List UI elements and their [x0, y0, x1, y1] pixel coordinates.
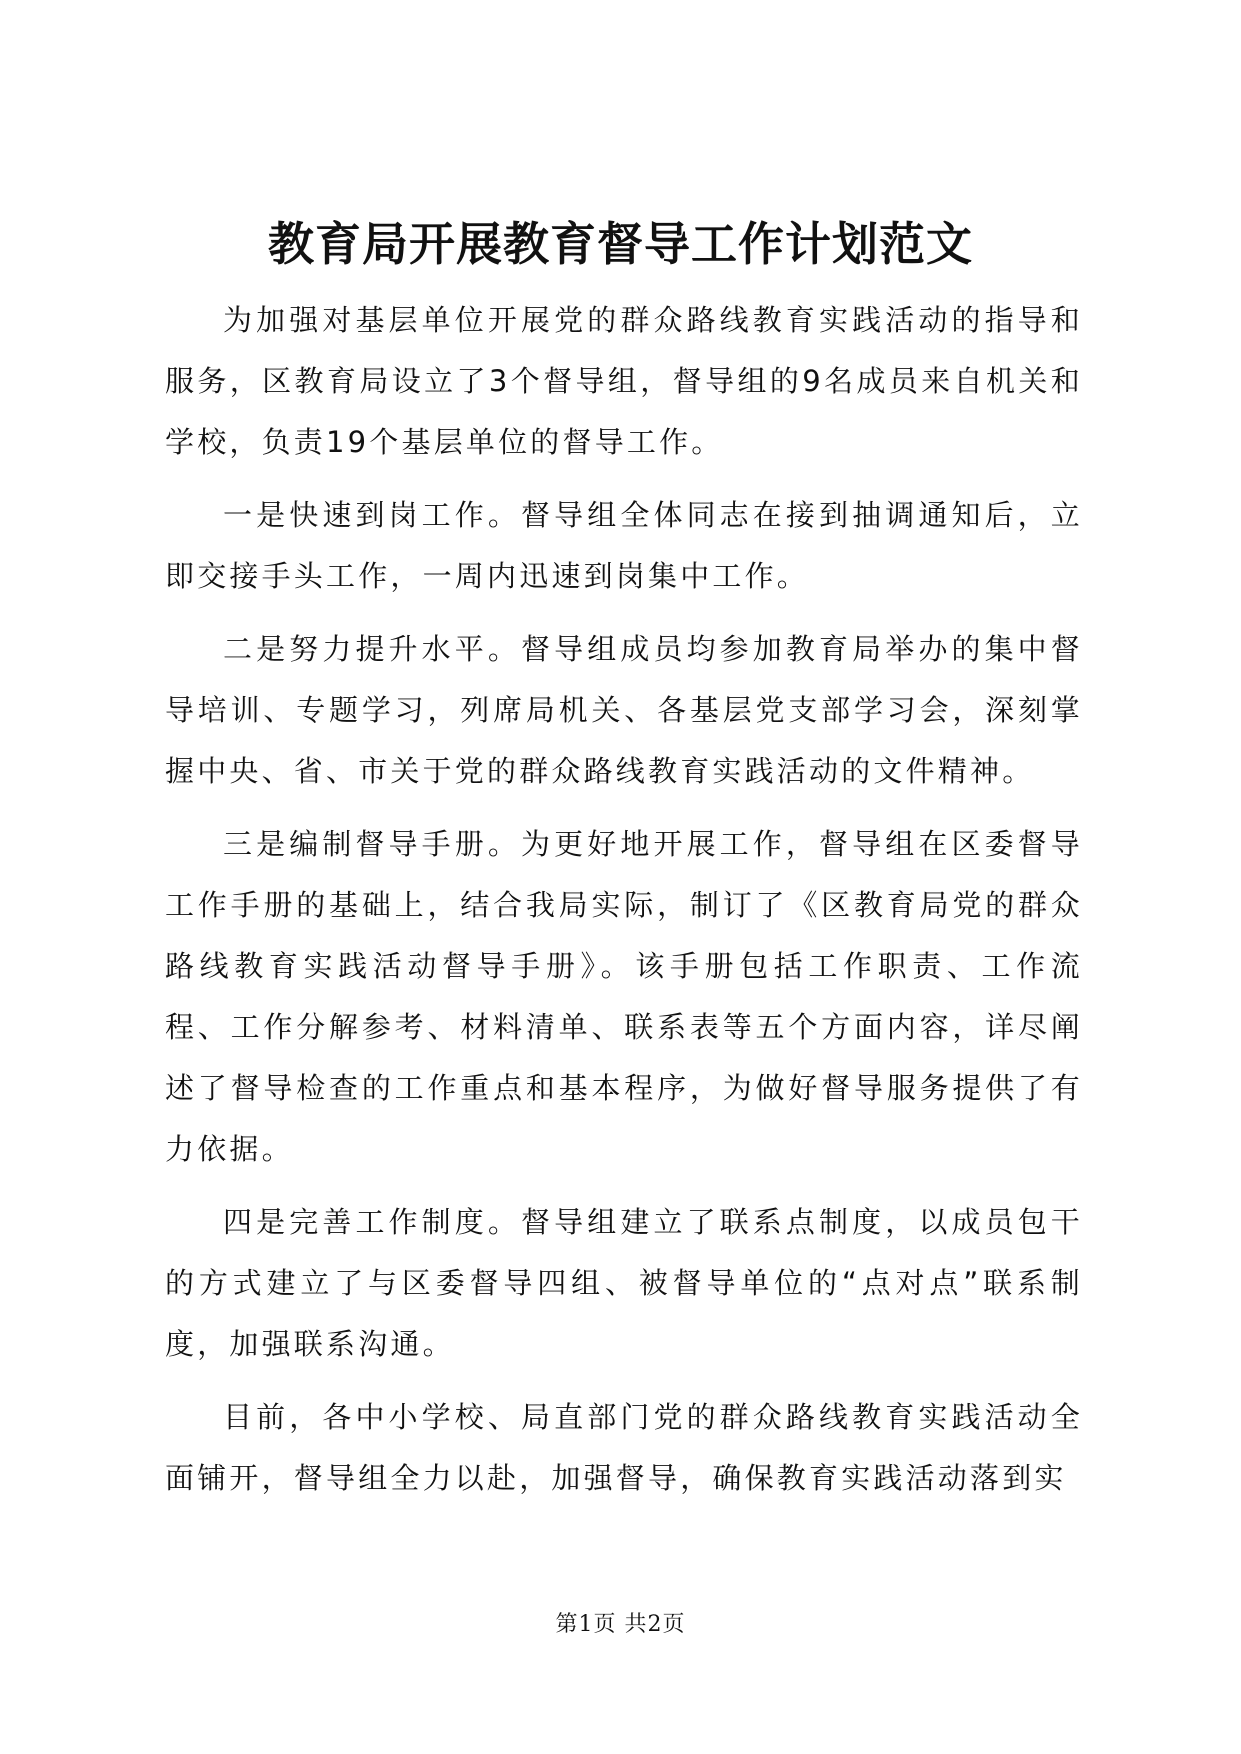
paragraph-item-2: 二是努力提升水平。督导组成员均参加教育局举办的集中督导培训、专题学习，列席局机关、各基层党支部学习会，深刻掌握中央、省、市关于党的群众路线教育实践活动的文件精神。	[165, 632, 1083, 788]
document-title: 教育局开展教育督导工作计划范文	[268, 217, 973, 271]
paragraph-item-4: 四是完善工作制度。督导组建立了联系点制度，以成员包干的方式建立了与区委督导四组、被督导单位的“点对点”联系制度，加强联系沟通。	[165, 1205, 1083, 1361]
page-number-footer: 第1页 共2页	[555, 1612, 686, 1637]
paragraph-item-1: 一是快速到岗工作。督导组全体同志在接到抽调通知后，立即交接手头工作，一周内迅速到岗集中工作。	[165, 498, 1083, 593]
paragraph-item-3: 三是编制督导手册。为更好地开展工作，督导组在区委督导工作手册的基础上，结合我局实际，制订了《区教育局党的群众路线教育实践活动督导手册》。该手册包括工作职责、工作流程、工作分解参考、材料清单、联系表等五个方面内容，详尽阐述了督导检查的工作重点和基本程序，为做好督导服务提供了有力依据。	[165, 827, 1083, 1166]
paragraph-intro: 为加强对基层单位开展党的群众路线教育实践活动的指导和服务，区教育局设立了3个督导组，督导组的9名成员来自机关和学校，负责19个基层单位的督导工作。	[165, 303, 1083, 459]
paragraph-current: 目前，各中小学校、局直部门党的群众路线教育实践活动全面铺开，督导组全力以赴，加强督导，确保教育实践活动落到实	[165, 1400, 1083, 1495]
document-body	[165, 290, 1083, 1509]
